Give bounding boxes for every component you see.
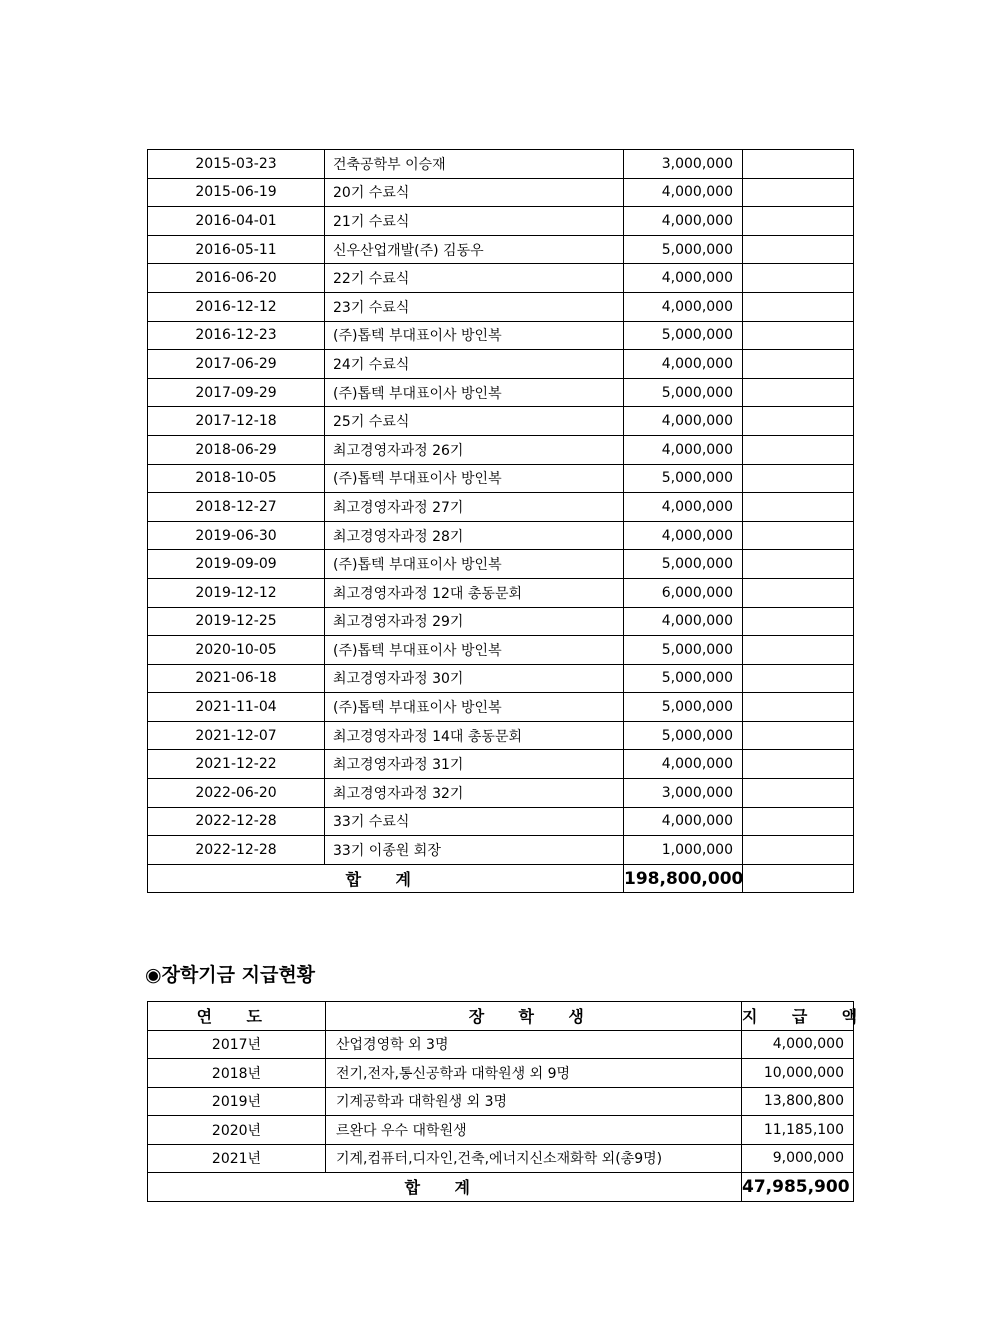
scholarship-amount: 13,800,800 <box>742 1087 854 1116</box>
donation-donor: 최고경영자과정 27기 <box>325 493 624 522</box>
scholarship-section-title: ◉장학기금 지급현황 <box>145 964 316 986</box>
donation-note <box>743 264 854 293</box>
donation-note <box>743 493 854 522</box>
donation-note <box>743 836 854 865</box>
donation-donor: (주)톱텍 부대표이사 방인복 <box>325 378 624 407</box>
donation-date: 2019-12-12 <box>148 578 325 607</box>
year-column-header: 연 도 <box>148 1002 326 1031</box>
donation-amount: 4,000,000 <box>624 264 743 293</box>
donation-amount: 4,000,000 <box>624 493 743 522</box>
donation-row <box>148 150 854 179</box>
scholarship-row <box>148 1087 854 1116</box>
donation-note <box>743 150 854 179</box>
donation-amount: 5,000,000 <box>624 550 743 579</box>
donation-date: 2016-04-01 <box>148 207 325 236</box>
donation-amount: 5,000,000 <box>624 721 743 750</box>
recipient-column-header: 장 학 생 <box>326 1002 742 1031</box>
donation-note <box>743 779 854 808</box>
donation-row <box>148 493 854 522</box>
donation-donor: 20기 수료식 <box>325 178 624 207</box>
donation-note <box>743 407 854 436</box>
donation-donor: 신우산업개발(주) 김동우 <box>325 235 624 264</box>
donation-date: 2016-12-23 <box>148 321 325 350</box>
donation-amount: 4,000,000 <box>624 750 743 779</box>
donation-donor: 33기 수료식 <box>325 807 624 836</box>
donation-note <box>743 636 854 665</box>
donation-row <box>148 235 854 264</box>
amount-column-header: 지 급 액 <box>742 1002 854 1031</box>
donation-total-row <box>148 864 854 893</box>
donation-amount: 5,000,000 <box>624 321 743 350</box>
donation-donor: 최고경영자과정 31기 <box>325 750 624 779</box>
donation-note <box>743 721 854 750</box>
donation-date: 2021-12-07 <box>148 721 325 750</box>
scholarship-recipient: 산업경영학 외 3명 <box>326 1030 742 1059</box>
donation-date: 2017-06-29 <box>148 350 325 379</box>
donation-note <box>743 292 854 321</box>
scholarship-amount: 4,000,000 <box>742 1030 854 1059</box>
donation-amount: 4,000,000 <box>624 207 743 236</box>
donation-amount: 4,000,000 <box>624 521 743 550</box>
donation-note <box>743 664 854 693</box>
donation-date: 2018-12-27 <box>148 493 325 522</box>
donation-row <box>148 607 854 636</box>
scholarship-row <box>148 1144 854 1173</box>
donation-donor: 25기 수료식 <box>325 407 624 436</box>
donation-amount: 4,000,000 <box>624 807 743 836</box>
scholarship-header-row <box>148 1002 854 1031</box>
donation-date: 2015-03-23 <box>148 150 325 179</box>
scholarship-year: 2019년 <box>148 1087 326 1116</box>
donation-row <box>148 350 854 379</box>
donation-row <box>148 321 854 350</box>
donation-donor: 22기 수료식 <box>325 264 624 293</box>
scholarship-recipient: 기계,컴퓨터,디자인,건축,에너지신소재화학 외(총9명) <box>326 1144 742 1173</box>
donation-date: 2017-12-18 <box>148 407 325 436</box>
donation-note <box>743 550 854 579</box>
donation-donor: (주)톱텍 부대표이사 방인복 <box>325 550 624 579</box>
donation-row <box>148 292 854 321</box>
donation-total-amount: 198,800,000 <box>624 864 743 893</box>
donation-table <box>147 149 854 893</box>
donation-date: 2019-09-09 <box>148 550 325 579</box>
donation-donor: 최고경영자과정 28기 <box>325 521 624 550</box>
donation-donor: (주)톱텍 부대표이사 방인복 <box>325 636 624 665</box>
donation-donor: 24기 수료식 <box>325 350 624 379</box>
donation-note <box>743 607 854 636</box>
donation-donor: (주)톱텍 부대표이사 방인복 <box>325 321 624 350</box>
scholarship-year: 2018년 <box>148 1059 326 1088</box>
donation-donor: 최고경영자과정 32기 <box>325 779 624 808</box>
scholarship-total-row <box>148 1173 854 1202</box>
donation-row <box>148 721 854 750</box>
donation-date: 2022-06-20 <box>148 779 325 808</box>
donation-amount: 5,000,000 <box>624 636 743 665</box>
donation-row <box>148 836 854 865</box>
scholarship-amount: 11,185,100 <box>742 1116 854 1145</box>
donation-date: 2017-09-29 <box>148 378 325 407</box>
donation-amount: 5,000,000 <box>624 464 743 493</box>
scholarship-recipient: 기계공학과 대학원생 외 3명 <box>326 1087 742 1116</box>
donation-amount: 4,000,000 <box>624 292 743 321</box>
donation-row <box>148 693 854 722</box>
donation-row <box>148 207 854 236</box>
donation-date: 2015-06-19 <box>148 178 325 207</box>
donation-total-label: 합 계 <box>148 864 624 893</box>
donation-donor: 최고경영자과정 30기 <box>325 664 624 693</box>
donation-donor: 최고경영자과정 26기 <box>325 435 624 464</box>
donation-amount: 5,000,000 <box>624 378 743 407</box>
donation-date: 2018-10-05 <box>148 464 325 493</box>
donation-date: 2018-06-29 <box>148 435 325 464</box>
donation-amount: 3,000,000 <box>624 779 743 808</box>
donation-amount: 3,000,000 <box>624 150 743 179</box>
donation-row <box>148 178 854 207</box>
donation-donor: (주)톱텍 부대표이사 방인복 <box>325 464 624 493</box>
donation-note <box>743 321 854 350</box>
donation-note <box>743 235 854 264</box>
donation-note <box>743 807 854 836</box>
scholarship-row <box>148 1059 854 1088</box>
scholarship-row <box>148 1116 854 1145</box>
scholarship-row <box>148 1030 854 1059</box>
donation-donor: 21기 수료식 <box>325 207 624 236</box>
donation-row <box>148 464 854 493</box>
donation-date: 2022-12-28 <box>148 836 325 865</box>
scholarship-amount: 10,000,000 <box>742 1059 854 1088</box>
scholarship-table-body <box>148 1030 854 1201</box>
donation-donor: 최고경영자과정 29기 <box>325 607 624 636</box>
donation-amount: 1,000,000 <box>624 836 743 865</box>
donation-note <box>743 350 854 379</box>
donation-row <box>148 578 854 607</box>
donation-row <box>148 750 854 779</box>
scholarship-recipient: 르완다 우수 대학원생 <box>326 1116 742 1145</box>
donation-donor: 23기 수료식 <box>325 292 624 321</box>
donation-note <box>743 693 854 722</box>
donation-row <box>148 664 854 693</box>
donation-row <box>148 435 854 464</box>
donation-note <box>743 207 854 236</box>
donation-total-note <box>743 864 854 893</box>
donation-note <box>743 521 854 550</box>
donation-note <box>743 750 854 779</box>
donation-date: 2019-12-25 <box>148 607 325 636</box>
donation-date: 2016-05-11 <box>148 235 325 264</box>
donation-row <box>148 636 854 665</box>
donation-row <box>148 779 854 808</box>
donation-amount: 5,000,000 <box>624 693 743 722</box>
donation-amount: 4,000,000 <box>624 435 743 464</box>
donation-note <box>743 178 854 207</box>
donation-donor: 33기 이종원 회장 <box>325 836 624 865</box>
donation-donor: 최고경영자과정 14대 총동문회 <box>325 721 624 750</box>
donation-date: 2022-12-28 <box>148 807 325 836</box>
scholarship-total-label: 합 계 <box>148 1173 742 1202</box>
donation-date: 2016-06-20 <box>148 264 325 293</box>
donation-row <box>148 807 854 836</box>
donation-note <box>743 464 854 493</box>
donation-date: 2021-11-04 <box>148 693 325 722</box>
scholarship-year: 2017년 <box>148 1030 326 1059</box>
donation-date: 2021-12-22 <box>148 750 325 779</box>
scholarship-year: 2020년 <box>148 1116 326 1145</box>
donation-table-body <box>148 150 854 893</box>
scholarship-table <box>147 1001 872 1202</box>
scholarship-amount: 9,000,000 <box>742 1144 854 1173</box>
donation-row <box>148 264 854 293</box>
donation-amount: 4,000,000 <box>624 178 743 207</box>
donation-amount: 6,000,000 <box>624 578 743 607</box>
donation-note <box>743 435 854 464</box>
donation-amount: 5,000,000 <box>624 664 743 693</box>
donation-date: 2019-06-30 <box>148 521 325 550</box>
donation-donor: 최고경영자과정 12대 총동문회 <box>325 578 624 607</box>
donation-amount: 4,000,000 <box>624 607 743 636</box>
donation-amount: 4,000,000 <box>624 407 743 436</box>
scholarship-recipient: 전기,전자,통신공학과 대학원생 외 9명 <box>326 1059 742 1088</box>
donation-date: 2021-06-18 <box>148 664 325 693</box>
donation-amount: 4,000,000 <box>624 350 743 379</box>
donation-row <box>148 521 854 550</box>
scholarship-year: 2021년 <box>148 1144 326 1173</box>
donation-donor: 건축공학부 이승재 <box>325 150 624 179</box>
donation-note <box>743 378 854 407</box>
donation-row <box>148 407 854 436</box>
donation-date: 2020-10-05 <box>148 636 325 665</box>
donation-row <box>148 378 854 407</box>
donation-amount: 5,000,000 <box>624 235 743 264</box>
donation-note <box>743 578 854 607</box>
donation-row <box>148 550 854 579</box>
donation-date: 2016-12-12 <box>148 292 325 321</box>
donation-donor: (주)톱텍 부대표이사 방인복 <box>325 693 624 722</box>
scholarship-total-amount: 47,985,900 <box>742 1173 854 1202</box>
